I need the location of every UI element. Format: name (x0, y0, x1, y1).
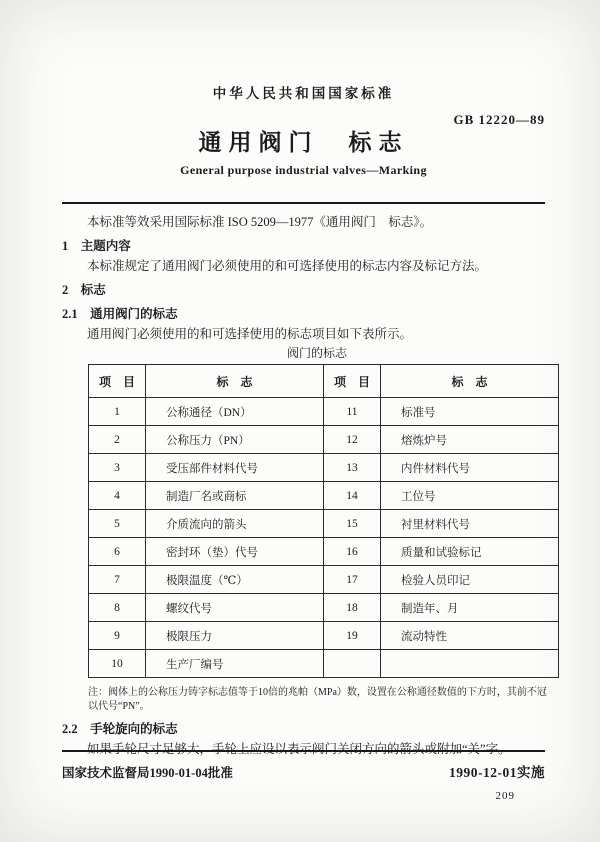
item-number-cell: 8 (89, 594, 146, 622)
marking-text-cell: 制造厂名或商标 (146, 482, 324, 510)
marking-text-cell: 内件材料代号 (381, 454, 559, 482)
page-number: 209 (495, 790, 515, 802)
item-number-cell: 17 (324, 566, 381, 594)
column-header-item-left: 项 目 (89, 365, 146, 398)
footer-row (62, 761, 545, 781)
marking-text-cell: 公称通径（DN） (146, 398, 324, 426)
section-2-2-heading (62, 721, 545, 738)
table-row (89, 566, 559, 594)
section-1-number: 1 (62, 239, 69, 253)
table-row (89, 426, 559, 454)
title-row (62, 112, 545, 155)
section-2-1-number: 2.1 (62, 307, 78, 321)
section-2-number: 2 (62, 283, 69, 297)
item-number-cell (324, 650, 381, 678)
marking-text-cell: 公称压力（PN） (146, 426, 324, 454)
section-2-2-number: 2.2 (62, 722, 78, 736)
item-number-cell: 11 (324, 398, 381, 426)
document-title: 通用阀门 标志 (198, 130, 409, 155)
item-number-cell: 13 (324, 454, 381, 482)
table-row (89, 398, 559, 426)
table-row (89, 650, 559, 678)
table-row (89, 510, 559, 538)
marking-text-cell: 质量和试验标记 (381, 538, 559, 566)
standard-label: 中华人民共和国国家标准 (212, 86, 395, 101)
table-row (89, 538, 559, 566)
marking-text-cell: 密封环（垫）代号 (146, 538, 324, 566)
item-number-cell: 15 (324, 510, 381, 538)
section-1-body: 本标准规定了通用阀门必须使用的和可选择使用的标志内容及标记方法。 (87, 259, 488, 273)
section-2-2-title: 手轮旋向的标志 (90, 722, 178, 736)
table-row (89, 622, 559, 650)
implementation-text: 1990-12-01实施 (449, 765, 545, 780)
table-row (89, 594, 559, 622)
header-divider (62, 202, 545, 204)
column-header-marking-right: 标 志 (381, 365, 559, 398)
section-2-2-body: 如果手轮尺寸足够大，手轮上应设以表示阀门关闭方向的箭头或附加“关”字。 (87, 742, 511, 756)
item-number-cell: 10 (89, 650, 146, 678)
column-header-item-right: 项 目 (324, 365, 381, 398)
marking-text-cell: 衬里材料代号 (381, 510, 559, 538)
item-number-cell: 4 (89, 482, 146, 510)
section-1-heading (62, 238, 545, 255)
marking-text-cell: 工位号 (381, 482, 559, 510)
section-2-1-heading (62, 306, 545, 323)
item-number-cell: 14 (324, 482, 381, 510)
item-number-cell: 6 (89, 538, 146, 566)
marking-table-body (89, 398, 559, 678)
marking-text-cell (381, 650, 559, 678)
marking-text-cell: 检验人员印记 (381, 566, 559, 594)
marking-table-head (89, 365, 559, 398)
marking-text-cell: 介质流向的箭头 (146, 510, 324, 538)
item-number-cell: 12 (324, 426, 381, 454)
item-number-cell: 18 (324, 594, 381, 622)
item-number-cell: 19 (324, 622, 381, 650)
marking-text-cell: 生产厂编号 (146, 650, 324, 678)
item-number-cell: 2 (89, 426, 146, 454)
marking-text-cell: 制造年、月 (381, 594, 559, 622)
column-header-marking-left: 标 志 (146, 365, 324, 398)
table-caption: 阀门的标志 (286, 346, 347, 360)
section-1-title: 主题内容 (80, 239, 131, 253)
marking-text-cell: 螺纹代号 (146, 594, 324, 622)
english-title: General purpose industrial valves—Marking (180, 163, 427, 177)
intro-paragraph: 本标准等效采用国际标准 ISO 5209—1977《通用阀门 标志》。 (87, 215, 433, 229)
table-row (89, 482, 559, 510)
document-header (62, 82, 545, 178)
section-2-1-title: 通用阀门的标志 (90, 307, 178, 321)
standard-number: GB 12220—89 (453, 112, 545, 127)
marking-text-cell: 熔炼炉号 (381, 426, 559, 454)
section-2-1-body: 通用阀门必须使用的和可选择使用的标志项目如下表所示。 (87, 327, 413, 341)
table-note: 注：阀体上的公称压力铸字标志值等于10倍的兆帕（MPa）数，设置在公称通径数值的下方时，其前不冠以代号“PN”。 (88, 687, 547, 712)
marking-text-cell: 流动特性 (381, 622, 559, 650)
item-number-cell: 9 (89, 622, 146, 650)
footer-divider (62, 750, 545, 752)
item-number-cell: 7 (89, 566, 146, 594)
marking-text-cell: 极限温度（℃） (146, 566, 324, 594)
item-number-cell: 3 (89, 454, 146, 482)
section-2-heading (62, 282, 545, 299)
marking-text-cell: 极限压力 (146, 622, 324, 650)
table-header-row (89, 365, 559, 398)
document-footer (62, 750, 545, 781)
approval-text: 国家技术监督局1990-01-04批准 (62, 766, 233, 780)
item-number-cell: 1 (89, 398, 146, 426)
marking-text-cell: 受压部件材料代号 (146, 454, 324, 482)
marking-text-cell: 标准号 (381, 398, 559, 426)
item-number-cell: 16 (324, 538, 381, 566)
item-number-cell: 5 (89, 510, 146, 538)
table-row (89, 454, 559, 482)
section-2-title: 标志 (80, 283, 106, 297)
marking-table (88, 364, 559, 678)
